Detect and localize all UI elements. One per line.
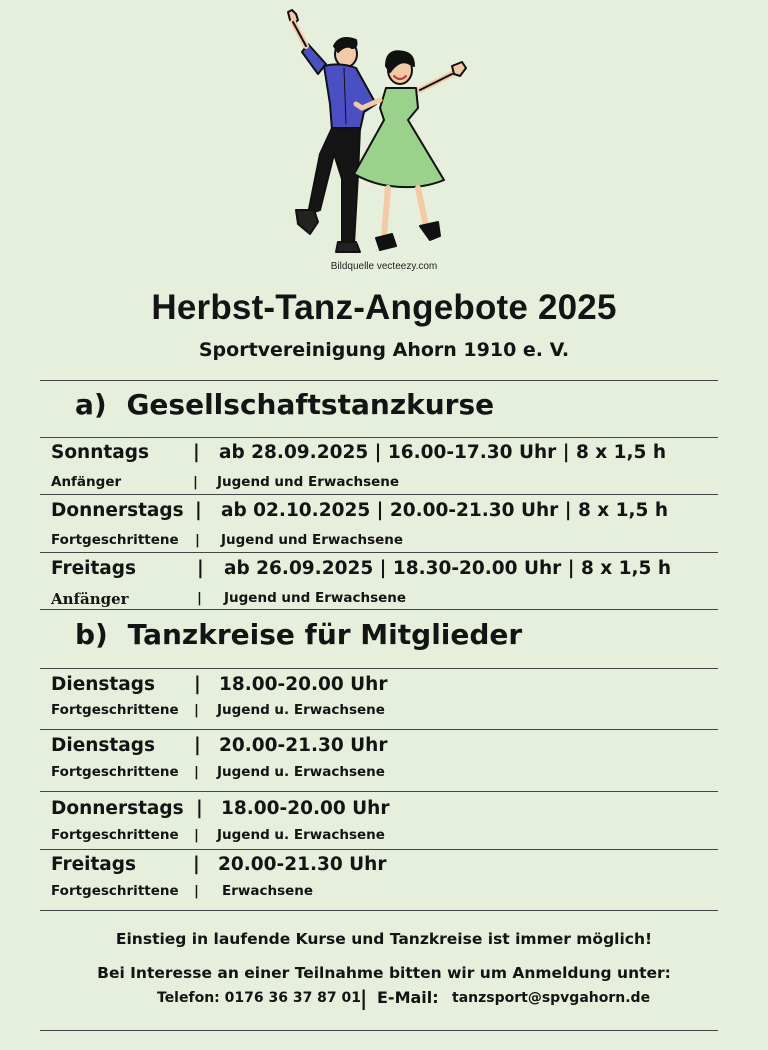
divider — [40, 609, 718, 610]
email-label: E-Mail: — [377, 988, 439, 1007]
separator: | — [194, 702, 199, 718]
separator: | — [197, 558, 204, 579]
circle-audience: Erwachsene — [222, 883, 314, 899]
divider — [40, 380, 718, 381]
circle-level: Fortgeschrittene — [51, 827, 179, 843]
dancing-couple-illustration — [280, 4, 480, 260]
separator: | — [195, 500, 202, 521]
course-details: ab 02.10.2025 | 20.00-21.30 Uhr | 8 x 1,5 h — [221, 500, 669, 521]
separator: | — [193, 442, 200, 463]
divider — [40, 729, 718, 730]
separator: | — [195, 532, 200, 548]
separator: | — [360, 986, 368, 1010]
circle-time: 20.00-21.30 Uhr — [218, 854, 387, 875]
circle-day: Dienstags — [51, 735, 156, 756]
course-level: Fortgeschrittene — [51, 532, 179, 548]
circle-time: 18.00-20.00 Uhr — [221, 798, 390, 819]
section-a-heading — [75, 388, 494, 421]
separator: | — [196, 798, 203, 819]
separator: | — [197, 590, 202, 606]
circle-audience: Jugend u. Erwachsene — [217, 827, 385, 843]
section-b-letter: b) — [75, 618, 108, 651]
course-audience: Jugend und Erwachsene — [221, 532, 404, 548]
divider — [40, 910, 718, 911]
divider — [40, 849, 718, 850]
page-title: Herbst-Tanz-Angebote 2025 — [151, 288, 617, 327]
note-entry-possible: Einstieg in laufende Kurse und Tanzkreise ist immer möglich! — [115, 930, 653, 948]
divider — [40, 437, 718, 438]
circle-time: 18.00-20.00 Uhr — [219, 674, 388, 695]
course-audience: Jugend und Erwachsene — [217, 474, 400, 490]
course-details: ab 28.09.2025 | 16.00-17.30 Uhr | 8 x 1,5 h — [219, 442, 667, 463]
separator: | — [194, 883, 199, 899]
image-credit: Bildquelle vecteezy.com — [330, 261, 438, 272]
section-a-letter: a) — [75, 388, 107, 421]
circle-day: Dienstags — [51, 674, 156, 695]
divider — [40, 1030, 718, 1031]
separator: | — [194, 735, 201, 756]
section-b-title: Tanzkreise für Mitglieder — [127, 618, 523, 651]
note-registration: Bei Interesse an einer Teilnahme bitten wir um Anmeldung unter: — [97, 964, 671, 982]
circle-level: Fortgeschrittene — [51, 883, 179, 899]
circle-day: Freitags — [51, 854, 137, 875]
circle-audience: Jugend u. Erwachsene — [217, 702, 385, 718]
section-a-title: Gesellschaftstanzkurse — [126, 388, 495, 421]
separator: | — [194, 827, 199, 843]
course-level: Anfänger — [51, 590, 129, 608]
course-audience: Jugend und Erwachsene — [224, 590, 407, 606]
circle-level: Fortgeschrittene — [51, 702, 179, 718]
course-day: Donnerstags — [51, 500, 184, 521]
separator: | — [193, 854, 200, 875]
divider — [40, 494, 718, 495]
contact-phone: Telefon: 0176 36 37 87 01 — [157, 990, 362, 1006]
course-day: Freitags — [51, 558, 137, 579]
section-b-heading — [75, 618, 522, 651]
course-level: Anfänger — [51, 474, 122, 490]
divider — [40, 668, 718, 669]
course-details: ab 26.09.2025 | 18.30-20.00 Uhr | 8 x 1,5 h — [224, 558, 672, 579]
divider — [40, 791, 718, 792]
circle-time: 20.00-21.30 Uhr — [219, 735, 388, 756]
course-day: Sonntags — [51, 442, 149, 463]
separator: | — [194, 674, 201, 695]
circle-level: Fortgeschrittene — [51, 764, 179, 780]
separator: | — [193, 474, 198, 490]
circle-audience: Jugend u. Erwachsene — [217, 764, 385, 780]
circle-day: Donnerstags — [51, 798, 184, 819]
contact-email: tanzsport@spvgahorn.de — [452, 990, 651, 1006]
club-name: Sportvereinigung Ahorn 1910 e. V. — [198, 339, 570, 361]
separator: | — [194, 764, 199, 780]
divider — [40, 552, 718, 553]
